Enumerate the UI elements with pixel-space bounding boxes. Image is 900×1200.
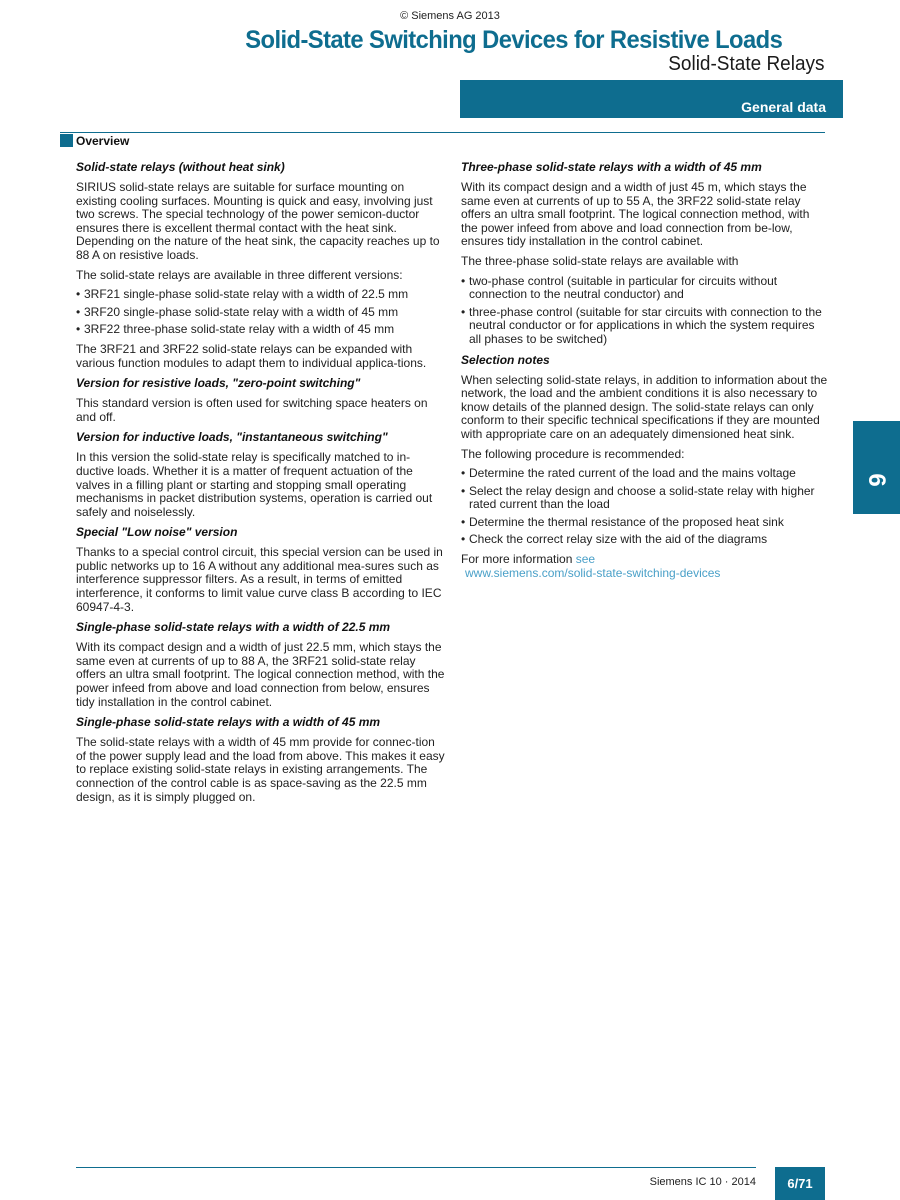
list-item: • Check the correct relay size with the aid of the diagrams [461,533,829,547]
paragraph: The 3RF21 and 3RF22 solid-state relays can be expanded with various function modules to adapt them to individual applica-tions. [76,341,427,370]
heading-low-noise: Special "Low noise" version [76,525,238,540]
chapter-tab[interactable] [853,421,900,514]
overview-heading: Overview [76,134,130,148]
siemens-url-link[interactable]: www.siemens.com/solid-state-switching-devices [465,565,721,580]
paragraph: When selecting solid-state relays, in addition to information about the network, the load and the ambient conditions it is also necessary to know details of the planned design. The solid-state relays can only conform to their specific technical specifications if they are mounted with appropriate care on an adequately dimensioned heat sink. [461,372,828,441]
more-info [461,553,829,580]
paragraph: With its compact design and a width of just 45 m, which stays the same even at currents of up to 55 A, the 3RF22 solid-state relay offers an ultra small footprint. The logical connection method, with the power infeed from above and load connection from be-low, ensures tidy installation in the control cabinet. [461,180,810,249]
heading-three-phase-45: Three-phase solid-state relays with a width of 45 mm [461,160,762,174]
procedure-list [461,467,829,547]
top-divider [60,132,825,133]
overview-marker-icon [60,134,73,147]
footer-catalog: Siemens IC 10 · 2014 [649,1176,756,1188]
list-item: • Select the relay design and choose a solid-state relay with higher rated current than the load [461,485,829,512]
list-item: • 3RF22 three-phase solid-state relay with a width of 45 mm [76,323,446,337]
bottom-divider [76,1167,756,1168]
left-column [76,160,446,810]
paragraph: This standard version is often used for switching space heaters on and off. [76,396,428,424]
paragraph: Thanks to a special control circuit, this special version can be used in public networks up to 16 A without any additional mea-sures such as interference suppressor filters. As a result, in terms of emitted interference, it conforms to limit value curve class B according to IEC 60947-4-3. [76,545,443,614]
section-label: General data [741,99,826,115]
right-column [461,160,829,586]
list-item: • Determine the rated current of the load and the mains voltage [461,467,829,481]
paragraph: With its compact design and a width of just 22.5 mm, which stays the same even at currents of up to 88 A, the 3RF21 solid-state relay offers an ultra small footprint. The logical connection method, with the power infeed from above and load connection from below, ensures tidy installation in the control cabinet. [76,640,445,709]
heading-single-phase-22-5: Single-phase solid-state relays with a width of 22.5 mm [76,620,391,635]
heading-inductive-loads: Version for inductive loads, "instantaneous switching" [76,430,388,445]
control-options-list [461,275,829,347]
paragraph: SIRIUS solid-state relays are suitable for surface mounting on existing cooling surfaces. Mounting is quick and easy, involving just two screws. The special technology of the power semicon-ductor ensures there is excellent thermal contact with the heat sink. Depending on the nature of the heat sink, the capacity reaches up to 88 A on resistive loads. [76,180,440,262]
more-info-text: For more information [461,552,573,567]
heading-relays-without-heat-sink: Solid-state relays (without heat sink) [76,160,285,174]
heading-selection-notes: Selection notes [461,352,550,367]
paragraph: The solid-state relays with a width of 45 mm provide for connec-tion of the power supply lead and the load from above. This makes it easy to replace existing solid-state relays in existing arrangements. The connection of the control cable is as space-saving as the 22.5 mm design, as it is simply plugged on. [76,735,445,804]
list-item: • two-phase control (suitable in particular for circuits without connection to the neutral conductor) and [461,275,829,302]
see-link[interactable]: see [575,552,596,567]
page-number: 6/71 [787,1176,813,1191]
chapter-number: 6 [863,473,890,487]
paragraph: The following procedure is recommended: [461,446,685,461]
list-item: • 3RF21 single-phase solid-state relay with a width of 22.5 mm [76,288,446,302]
versions-list [76,288,446,337]
page-number-box [775,1167,825,1200]
heading-single-phase-45: Single-phase solid-state relays with a width of 45 mm [76,715,381,730]
paragraph: In this version the solid-state relay is specifically matched to in-ductive loads. Whether it is a matter of frequent actuation of the valves in a filling plant or starting and stopping small operating mechanisms in packet distribution systems, operation is carried out safely and noiselessly. [76,450,433,519]
copyright-notice: © Siemens AG 2013 [400,10,500,22]
list-item: • Determine the thermal resistance of the proposed heat sink [461,516,829,530]
paragraph: The solid-state relays are available in three different versions: [76,267,403,282]
list-item: • 3RF20 single-phase solid-state relay with a width of 45 mm [76,306,446,320]
list-item: • three-phase control (suitable for star circuits with connection to the neutral conductor or for applications in which the system requires all phases to be switched) [461,306,829,347]
section-header-bar [460,80,843,118]
paragraph: The three-phase solid-state relays are available with [461,253,739,268]
page-subtitle: Solid-State Relays [668,53,825,75]
page-title: Solid-State Switching Devices for Resistive Loads [245,26,782,54]
heading-resistive-loads: Version for resistive loads, "zero-point switching" [76,376,361,391]
